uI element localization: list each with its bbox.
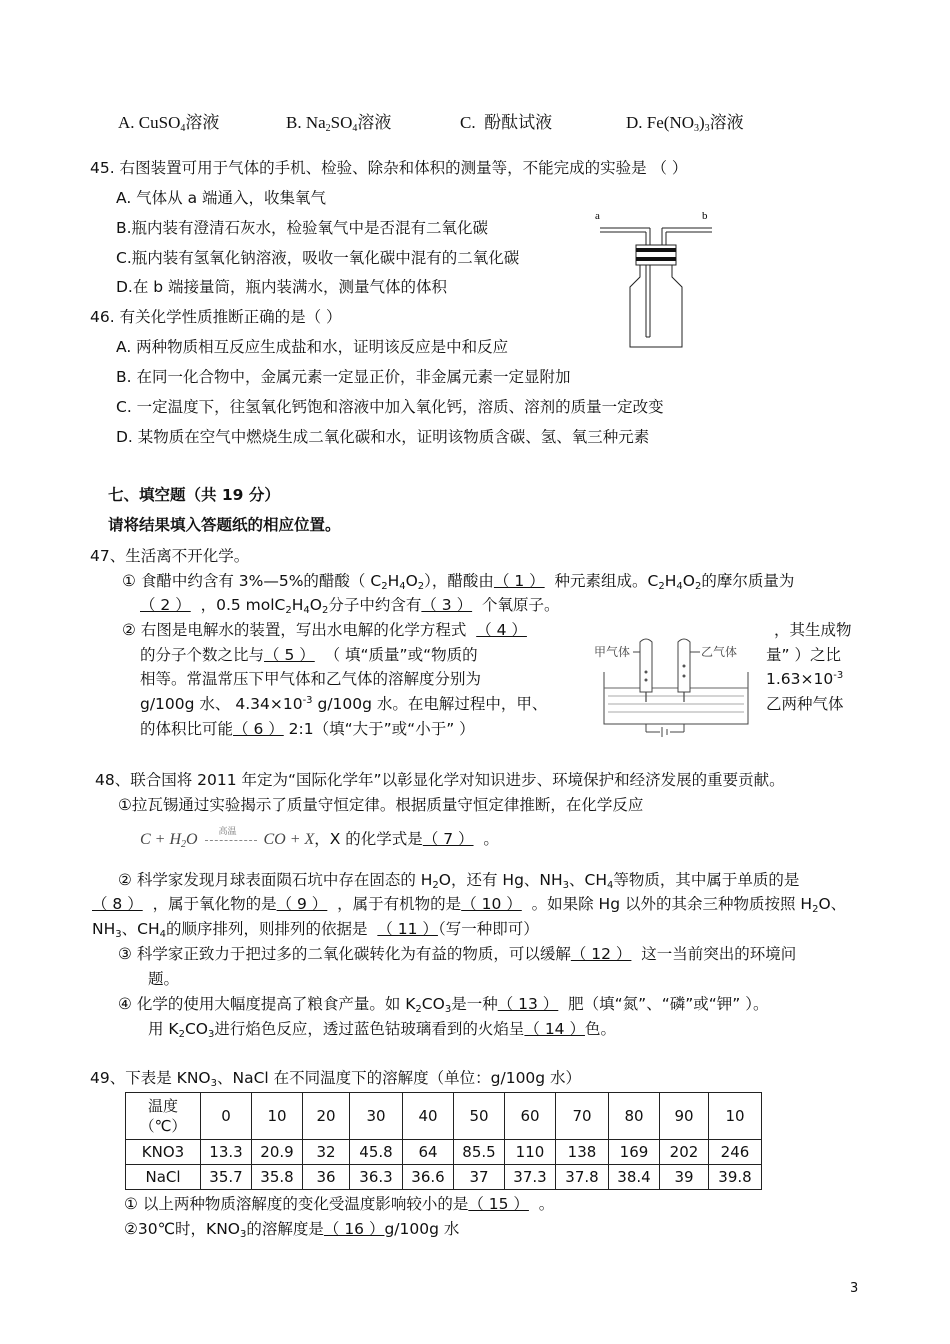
table-cell: 39.8 (709, 1165, 762, 1190)
q47-line7: 的体积比可能（ 6 ） 2:1（填“大于”或“小于” ） (140, 720, 475, 738)
blank-4[interactable]: （ 4 ） (476, 621, 527, 639)
table-cell: 110 (505, 1140, 556, 1165)
q46-option-a: A. 两种物质相互反应生成盐和水，证明该反应是中和反应 (116, 338, 509, 356)
table-cell: 20 (303, 1093, 350, 1140)
table-row (126, 1140, 762, 1165)
q47-line1: ① 食醋中约含有 3%—5%的醋酸（ $C_2H_4O_2$），醋酸由（ 1 ） 种元素组成。$C_2H_4O_2$的摩尔质量为 (122, 572, 795, 592)
table-cell: 36.3 (350, 1165, 403, 1190)
q48-p1: ①拉瓦锡通过实验揭示了质量守恒定律。根据质量守恒定律推断，在化学反应 (118, 796, 644, 814)
q45-option-d: D.在 b 端接量筒，瓶内装满水，测量气体的体积 (116, 278, 448, 296)
blank-16[interactable]: （ 16 ） (323, 1220, 385, 1238)
q46-option-b: B. 在同一化合物中，金属元素一定显正价，非金属元素一定显附加 (116, 368, 571, 386)
table-cell: 39 (660, 1165, 709, 1190)
table-cell: 0 (201, 1093, 252, 1140)
blank-9[interactable]: （ 9 ） (276, 895, 328, 913)
q47-line2: （ 2 ） ，0.5 $molC_2H_4O_2$分子中约含有（ 3 ） 个氧原子。 (140, 596, 560, 616)
q45-option-c: C.瓶内装有氢氧化钠溶液，吸收一氧化碳中混有的二氧化碳 (116, 249, 520, 267)
q47-line5: 相等。常温常压下甲气体和乙气体的溶解度分别为 (140, 670, 482, 688)
row-label: NaCl (126, 1165, 201, 1190)
q45-option-b: B.瓶内装有澄清石灰水，检验氧气中是否混有二氧化碳 (116, 219, 489, 237)
blank-8[interactable]: （ 8 ） (92, 895, 143, 913)
table-cell: 35.7 (201, 1165, 252, 1190)
blank-14[interactable]: （ 14 ） (524, 1020, 585, 1038)
q48-p6: ④ 化学的使用大幅度提高了粮食产量。如 $K_2CO_3$是一种（ 13 ） 肥（填“氮”、“磷”或“钾” ）。 (118, 995, 769, 1015)
q47-line4-tail: 量” ）之比 (766, 646, 841, 664)
blank-6[interactable]: （ 6 ） (233, 720, 284, 738)
section-instruction: 请将结果填入答题纸的相应位置。 (108, 516, 341, 534)
q46-option-d: D. 某物质在空气中燃烧生成二氧化碳和水，证明该物质含碳、氢、氧三种元素 (116, 428, 650, 446)
table-cell: 37.3 (505, 1165, 556, 1190)
eq-condition: 高温 (218, 826, 237, 837)
table-cell: 80 (609, 1093, 660, 1140)
q46-option-c: C. 一定温度下，往氢氧化钙饱和溶液中加入氧化钙，溶质、溶剂的质量一定改变 (116, 398, 664, 416)
q46-stem: 46. 有关化学性质推断正确的是（ ） (90, 308, 342, 326)
q47-line3: ② 右图是电解水的装置，写出水电解的化学方程式 （ 4 ） (122, 621, 527, 639)
table-cell: 169 (609, 1140, 660, 1165)
electrolysis-diagram (588, 632, 766, 738)
table-cell: 40 (403, 1093, 454, 1140)
table-cell: 13.3 (201, 1140, 252, 1165)
q48-p2: ② 科学家发现月球表面陨石坑中存在固态的 $H_2O$，还有 Hg、$NH_3$、$CH_4$等物质，其中属于单质的是 (118, 871, 800, 891)
q45-option-a: A. 气体从 a 端通入，收集氧气 (116, 189, 327, 207)
table-cell: 50 (454, 1093, 505, 1140)
q44-option-b: B. $Na_2SO_4$溶液 (286, 113, 392, 134)
q45-stem: 45. 右图装置可用于气体的手机、检验、除杂和体积的测量等，不能完成的实验是 （ ） (90, 159, 688, 177)
table-cell: 38.4 (609, 1165, 660, 1190)
table-cell: 90 (660, 1093, 709, 1140)
table-cell: 36 (303, 1165, 350, 1190)
table-cell: 246 (709, 1140, 762, 1165)
q47-line5-tail: $1.63\times 10^{-3}$ (766, 670, 844, 688)
table-cell: 70 (556, 1093, 609, 1140)
header-temp: 温度 （℃） (126, 1093, 201, 1140)
blank-12[interactable]: （ 12 ） (570, 945, 632, 963)
table-cell: 37.8 (556, 1165, 609, 1190)
q47-line3-tail: ，其生成物 (774, 621, 852, 639)
label-a: a (595, 210, 600, 222)
q47-line6-tail: 乙两种气体 (766, 695, 844, 713)
blank-15[interactable]: （ 15 ） (468, 1195, 529, 1213)
blank-3[interactable]: （ 3 ） (421, 596, 473, 614)
table-header-row (126, 1093, 762, 1140)
blank-7[interactable]: （ 7 ） (422, 830, 474, 848)
blank-13[interactable]: （ 13 ） (497, 995, 559, 1013)
page-number: 3 (850, 1281, 859, 1296)
blank-1[interactable]: （ 1 ） (493, 572, 545, 590)
table-cell: 10 (709, 1093, 762, 1140)
table-cell: 20.9 (252, 1140, 303, 1165)
q48-p3: （ 8 ） ，属于氧化物的是（ 9 ） ，属于有机物的是（ 10 ） 。如果除 Hg 以外的其余三种物质按照 $H_2O$、 (92, 895, 847, 915)
q49-stem: 49、下表是 $KNO_3$、NaCl 在不同温度下的溶解度（单位：g/100g 水） (90, 1069, 582, 1089)
table-cell: 45.8 (350, 1140, 403, 1165)
q44-option-c: C. 酚酞试液 (460, 113, 553, 132)
table-cell: 64 (403, 1140, 454, 1165)
gas-jia-label: 甲气体 (594, 645, 631, 659)
q48-p4: $NH_3$、$CH_4$的顺序排列，则排列的依据是 （ 11 ）（写一种即可） (92, 920, 539, 940)
q47-stem: 47、生活离不开化学。 (90, 547, 250, 565)
table-row (126, 1165, 762, 1190)
blank-10[interactable]: （ 10 ） (461, 895, 522, 913)
q49-part1: ① 以上两种物质溶解度的变化受温度影响较小的是（ 15 ） 。 (124, 1195, 555, 1213)
section-title: 七、填空题（共 19 分） (108, 486, 280, 504)
table-cell: 30 (350, 1093, 403, 1140)
q47-line4: 的分子个数之比与（ 5 ） （ 填“质量”或“物质的 (140, 646, 478, 664)
q49-part2: ②30℃时，$KNO_3$的溶解度是（ 16 ）g/100g 水 (124, 1220, 460, 1240)
label-b: b (702, 210, 708, 222)
q48-p5: ③ 科学家正致力于把过多的二氧化碳转化为有益的物质，可以缓解（ 12 ） 这一当前突出的环境问 (118, 945, 797, 963)
row-label: KNO3 (126, 1140, 201, 1165)
q47-line6: g/100g 水、 $4.34\times 10^{-3}$ g/100g 水。在电解过程中，甲、 (140, 695, 548, 713)
blank-11[interactable]: （ 11 ） (377, 920, 438, 938)
q44-option-a: A. CuSO$_4$溶液 (118, 113, 220, 134)
blank-2[interactable]: （ 2 ） (140, 596, 191, 614)
table-cell: 85.5 (454, 1140, 505, 1165)
q48-p5-cont: 题。 (148, 970, 180, 988)
q48-stem: 48、联合国将 2011 年定为“国际化学年”以彰显化学对知识进步、环境保护和经济发展的重要贡献。 (95, 771, 785, 789)
table-cell: 10 (252, 1093, 303, 1140)
q48-equation: $C + H_2O$ 高温 CO + X，X 的化学式是（ 7 ） 。 (140, 828, 499, 851)
q48-p7: 用 $K_2CO_3$进行焰色反应，透过蓝色钴玻璃看到的火焰呈（ 14 ）色。 (148, 1020, 616, 1040)
table-cell: 138 (556, 1140, 609, 1165)
table-cell: 202 (660, 1140, 709, 1165)
solubility-table (125, 1092, 762, 1190)
blank-5[interactable]: （ 5 ） (264, 646, 315, 664)
gas-bottle-diagram (590, 205, 720, 355)
table-cell: 35.8 (252, 1165, 303, 1190)
table-cell: 60 (505, 1093, 556, 1140)
q44-option-d: D. $Fe(NO_3)_3$溶液 (626, 113, 744, 134)
table-cell: 32 (303, 1140, 350, 1165)
table-cell: 36.6 (403, 1165, 454, 1190)
table-cell: 37 (454, 1165, 505, 1190)
gas-yi-label: 乙气体 (701, 645, 738, 659)
